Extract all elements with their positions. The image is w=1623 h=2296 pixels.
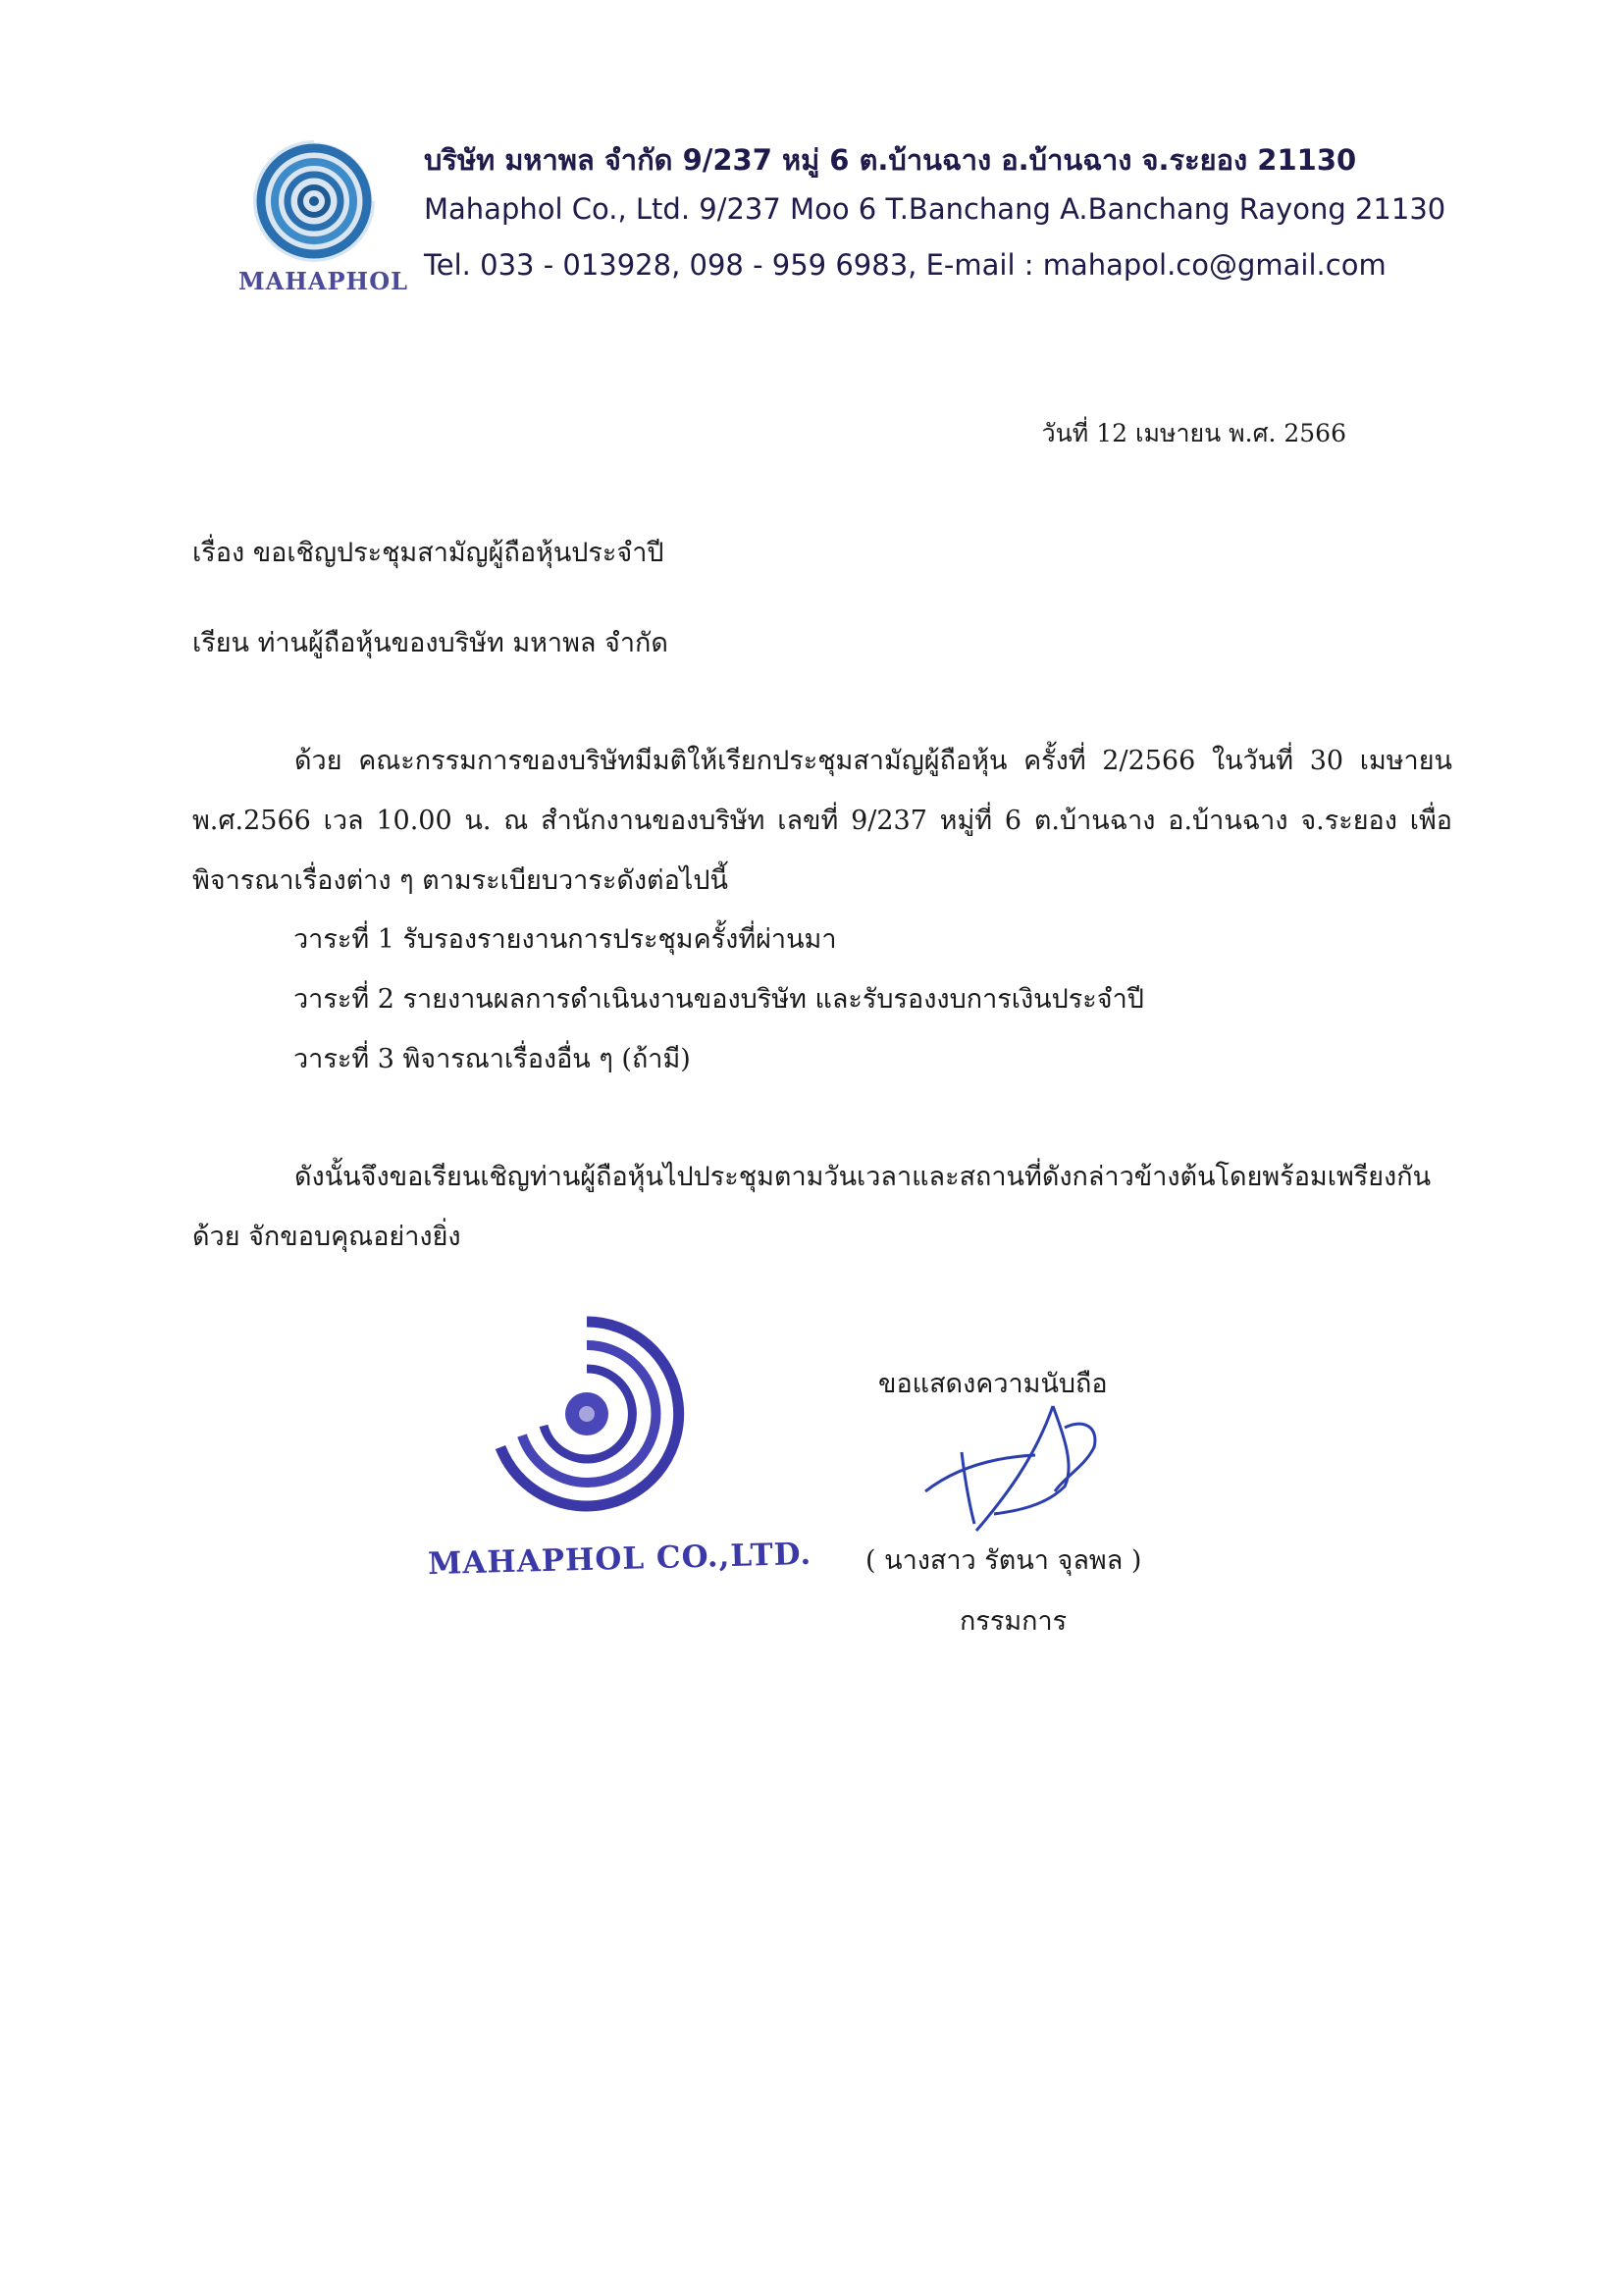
company-stamp-spiral (483, 1310, 691, 1518)
signatory-title: กรรมการ (960, 1606, 1068, 1637)
handwritten-signature (917, 1398, 1114, 1545)
signatory-name: ( นางสาว รัตนา จุลพล ) (865, 1545, 1142, 1576)
letter-subject: เรื่อง ขอเชิญประชุมสามัญผู้ถือหุ้นประจำปี (192, 538, 664, 568)
company-logo-spiral (250, 137, 378, 265)
letterhead-thai-address: บริษัท มหาพล จำกัด 9/237 หมู่ 6 ต.บ้านฉาง อ.บ้านฉาง จ.ระยอง 21130 (424, 143, 1357, 177)
letterhead-english-address: Mahaphol Co., Ltd. 9/237 Moo 6 T.Banchang A.Banchang Rayong 21130 (424, 192, 1446, 226)
letterhead-contact: Tel. 033 - 013928, 098 - 959 6983, E-mail : mahapol.co@gmail.com (424, 248, 1387, 282)
agenda-item: วาระที่ 1 รับรองรายงานการประชุมครั้งที่ผ่านมา (293, 924, 837, 955)
stamp-text: MAHAPHOL CO.,LTD. (427, 1536, 812, 1583)
complimentary-closing: ขอแสดงความนับถือ (878, 1369, 1108, 1399)
agenda-item: วาระที่ 2 รายงานผลการดำเนินงานของบริษัท และรับรองงบการเงินประจำปี (293, 984, 1144, 1015)
logo-caption: MAHAPHOL (238, 267, 408, 295)
body-intro-paragraph: ด้วย คณะกรรมการของบริษัทมีมติให้เรียกประชุมสามัญผู้ถือหุ้น ครั้งที่ 2/2566 ในวันที่ 30 เมษายน พ.ศ.2566 เวล 10.00 น. ณ สำนักงานของบริษัท เลขที่ 9/237 หมู่ที่ 6 ต.บ้านฉาง อ.บ้านฉาง จ.ระยอง เพื่อพิจารณาเรื่องต่าง ๆ ตามระเบียบวาระดังต่อไปนี้ (192, 746, 1452, 896)
agenda-item: วาระที่ 3 พิจารณาเรื่องอื่น ๆ (ถ้ามี) (293, 1044, 691, 1074)
body-closing-paragraph: ดังนั้นจึงขอเรียนเชิญท่านผู้ถือหุ้นไปประชุมตามวันเวลาและสถานที่ดังกล่าวข้างต้นโดยพร้อมเพรียงกันด้วย จักขอบคุณอย่างยิ่ง (192, 1162, 1432, 1252)
letter-salutation: เรียน ท่านผู้ถือหุ้นของบริษัท มหาพล จำกัด (192, 628, 668, 658)
letter-date: วันที่ 12 เมษายน พ.ศ. 2566 (1041, 419, 1346, 447)
